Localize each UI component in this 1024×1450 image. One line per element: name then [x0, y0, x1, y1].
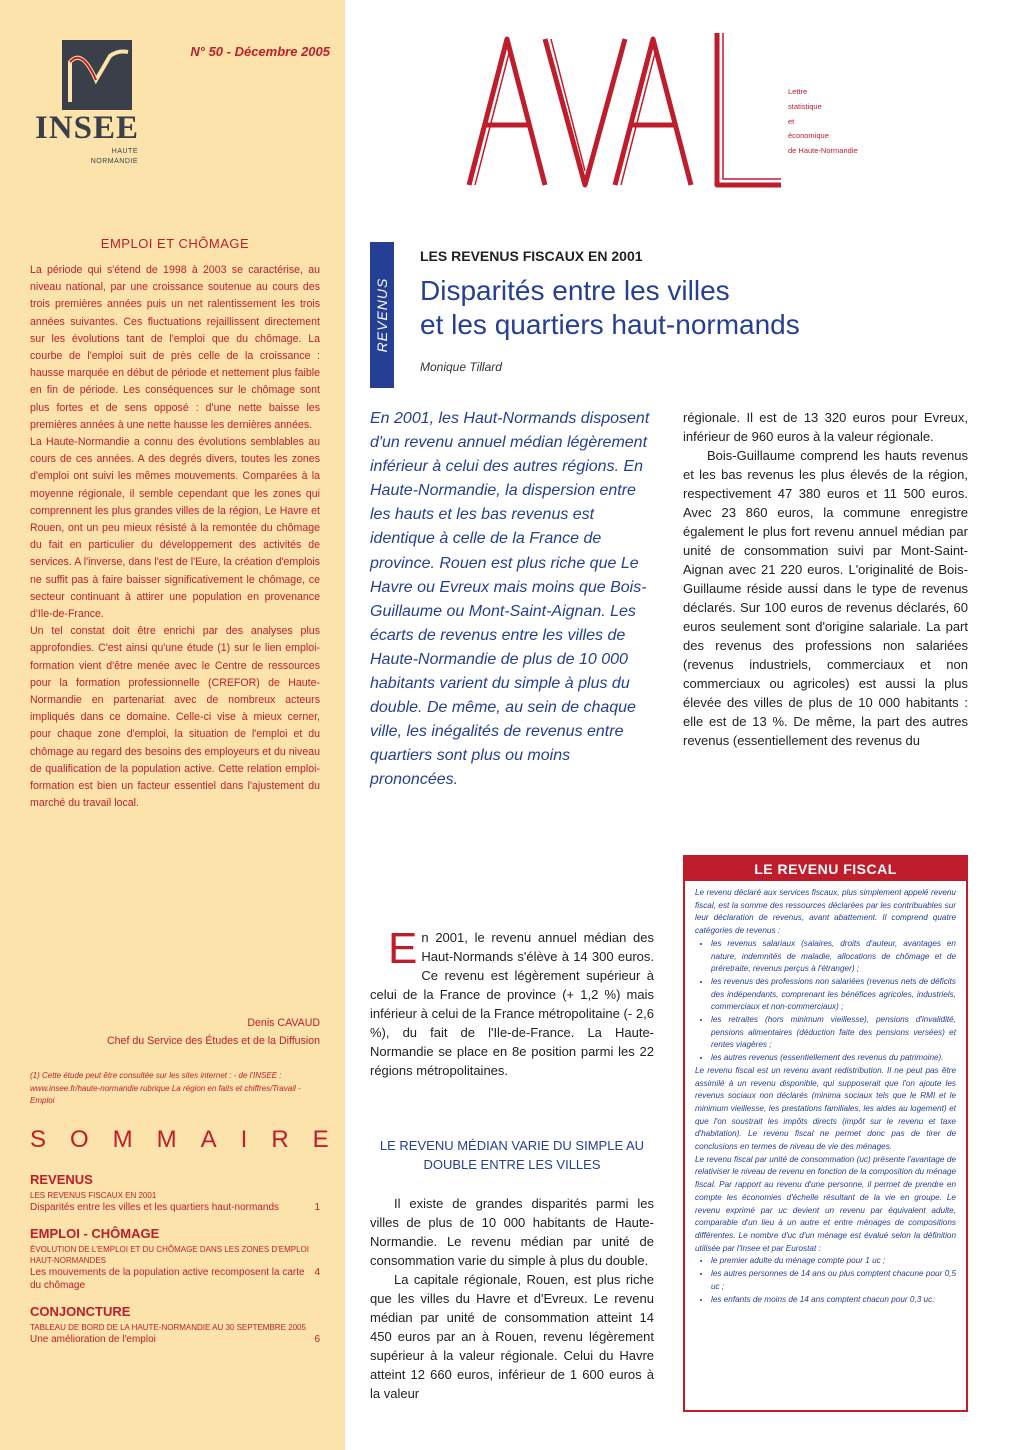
aval-masthead-logo	[465, 25, 785, 195]
box-list-item: • les autres revenus (essentiellement des revenus du patrimoine).	[711, 1052, 956, 1065]
insee-logo	[32, 40, 142, 170]
editorial-paragraph: La Haute-Normandie a connu des évolutions semblables au cours de ces années. A des degrés divers, toutes les zones d'emploi ont suivi les mêmes mouvements. Comparées à la moyenne régionale, il semble cependant que les zones qui comprennent les plus grandes villes de la région, Le Havre et Rouen, ont un peu mieux résisté à la remontée du chômage du fait en particulier du développement des activités de services. A l'inverse, dans l'est de l'Eure, la création d'emplois ne suffit pas à faire baisser significativement le chômage, ce secteur continuant à attirer une population en provenance d'Ile-de-France.	[30, 436, 320, 621]
box-paragraph: Le revenu déclaré aux services fiscaux, plus simplement appelé revenu fiscal, est la somme des ressources déclarées par les contribuables sur leur déclaration de revenus, avant abattement. Il comprend quatre catégories de revenus :	[695, 888, 956, 936]
tagline-line: économique	[788, 131, 829, 141]
tagline-line: Lettre	[788, 87, 808, 96]
article-lead: En 2001, les Haut-Normands disposent d'un revenu annuel médian légèrement inférieur à celui des autres régions. En Haute-Normandie, la dispersion entre les hauts et les bas revenus est identique à celle de la France de province. Rouen est plus riche que Le Havre ou Evreux mais moins que Bois-Guillaume ou Mont-Saint-Aignan. Les écarts de revenus entre les villes de Haute-Normandie de plus de 10 000 habitants varient du simple à plus du double. De même, au sein de chaque ville, les inégalités de revenus entre quartiers sont plus ou moins prononcées.	[370, 410, 650, 789]
toc-title-text: Une amélioration de l'emploi	[30, 1334, 156, 1345]
tagline-line: et	[788, 116, 795, 126]
article-kicker: LES REVENUS FISCAUX EN 2001	[420, 248, 643, 264]
editorial-signature	[30, 1015, 320, 1050]
article-column-2	[683, 408, 968, 750]
box-list-item: • les retraites (hors minimum vieillesse), pensions d'invalidité, pensions alimentaires (déduction faite des pensions versées) et rentes viagères ;	[711, 1014, 956, 1052]
box-list-item: • les enfants de moins de 14 ans comptent chacun pour 0,3 uc.	[711, 1294, 956, 1307]
toc-title	[30, 1201, 320, 1214]
article-author: Monique Tillard	[420, 360, 502, 374]
box-list	[695, 1255, 956, 1306]
toc-subtitle: ÉVOLUTION DE L'EMPLOI ET DU CHÔMAGE DANS LES ZONES D'EMPLOI HAUT-NORMANDES	[30, 1245, 309, 1265]
toc-entry[interactable]	[30, 1172, 320, 1214]
article-headline	[420, 274, 980, 342]
insee-sub-normandie: NORMANDIE	[90, 158, 138, 165]
box-title: LE REVENU FISCAL	[685, 857, 966, 881]
toc-title	[30, 1266, 320, 1292]
box-paragraph: Le revenu fiscal est un revenu avant redistribution. Il ne peut pas être assimilé à un revenu disponible, qui supposerait que l'on ajoute les revenus sociaux non déclarés (minima sociaux tels que le RMI et le minimum vieillesse, les prestations familiales, les aides au logement) et que l'on soustrait les impôts directs (impôt sur le revenu et taxe d'habitation). Le revenu fiscal ne permet donc pas de tirer de conclusions en termes de niveau de vie des ménages.	[695, 1065, 956, 1152]
section-tab-label: REVENUS	[374, 277, 390, 353]
toc-page: 1	[314, 1202, 320, 1213]
article-intro	[370, 924, 654, 1080]
box-paragraph: Le revenu fiscal par unité de consommation (uc) présente l'avantage de relativiser le niveau de revenu en fonction de la composition du ménage fiscal. Par rapport au revenu d'une personne, il permet de prendre en compte les économies d'échelle résultant de la vie en groupe. Le revenu exprimé par uc devient un revenu par équivalent adulte, comparable d'un lieu à un autre et entre ménages de compositions différentes. Le nombre d'uc d'un ménage est évalué selon la définition utilisée par l'Insee et par Eurostat :	[695, 1154, 956, 1253]
drop-cap: E	[388, 924, 418, 973]
box-list-item: • le premier adulte du ménage compte pour 1 uc ;	[711, 1255, 956, 1268]
table-of-contents	[30, 1172, 320, 1358]
tagline-line: de Haute-Normandie	[788, 146, 858, 156]
box-list-item: • les autres personnes de 14 ans ou plus comptent chacune pour 0,5 uc ;	[711, 1268, 956, 1293]
editorial-heading: EMPLOI ET CHÔMAGE	[100, 236, 250, 251]
issue-number: N° 50 - Décembre 2005	[190, 44, 330, 59]
toc-category: CONJONCTURE	[30, 1304, 131, 1319]
revenu-fiscal-box	[683, 855, 968, 1412]
insee-logo-mark-icon	[62, 40, 132, 110]
toc-entry[interactable]	[30, 1226, 320, 1292]
editorial-paragraph: Un tel constat doit être enrichi par des analyses plus approfondies. C'est ainsi qu'une étude (1) sur le lien emploi-formation vient d'être menée avec le Centre de ressources pour la formation professionnelle (CREFOR) de Haute-Normandie en partenariat avec de nombreux acteurs impliqués dans ce domaine. Celle-ci vise à mieux cerner, pour chaque zone d'emploi, la situation de l'emploi et du chômage au regard des besoins des employeurs et du niveau de qualification de la population active. Cette relation emploi-formation est bien un facteur essentiel dans l'ajustement du marché du travail local.	[30, 625, 320, 810]
toc-title-text: Les mouvements de la population active recomposent la carte du chômage	[30, 1267, 305, 1291]
tagline-line: statistique	[788, 101, 822, 111]
editorial-footnote: (1) Cette étude peut être consultée sur les sites internet : - de l'INSEE : www.insee.fr/haute-normandie rubrique La région en faits et chiffres/Travail - Emploi	[30, 1071, 301, 1105]
intro-text: n 2001, le revenu annuel médian des Haut-Normands s'élève à 14 300 euros. Ce revenu est légèrement supérieur à celui de la France de province (+ 1,2 %) mais inférieur à celui de la France métropolitaine (- 2,6 %), du fait de l'Ile-de-France. La Haute-Normandie se place en 8e position parmi les 22 régions métropolitaines.	[370, 930, 654, 1078]
signature-name: Denis CAVAUD	[247, 1017, 320, 1029]
toc-category: EMPLOI - CHÔMAGE	[30, 1226, 160, 1241]
masthead-tagline	[788, 85, 858, 159]
insee-wordmark: INSEE	[34, 110, 140, 146]
headline-line: Disparités entre les villes	[420, 275, 730, 306]
editorial-body	[30, 262, 320, 813]
toc-subtitle: LES REVENUS FISCAUX EN 2001	[30, 1191, 157, 1200]
body-paragraph: Bois-Guillaume comprend les hauts revenus et les bas revenus les plus élevés de la région, respectivement 47 380 euros et 11 500 euros. Avec 23 860 euros, la commune enregistre également le plus fort revenu annuel médian par unité de consommation suivi par Mont-Saint-Aignan avec 21 220 euros. L'originalité de Bois-Guillaume réside aussi dans le type de revenus déclarés. Sur 100 euros de revenus déclarés, 60 euros seulement sont d'origine salariale. La part des revenus des professions non salariées (revenus industriels, commerciaux et non commerciaux ou agricoles) est aussi la plus élevée des villes de plus de 10 000 habitants : elle est de 13 %. De même, la part des autres revenus (essentiellement des revenus du	[683, 448, 968, 748]
sommaire-title: SOMMAIRE	[30, 1126, 353, 1153]
toc-page: 6	[314, 1334, 320, 1345]
toc-title	[30, 1333, 320, 1346]
article-column-1	[370, 1194, 654, 1403]
box-list	[695, 938, 956, 1065]
toc-category: REVENUS	[30, 1172, 93, 1187]
box-list-item: • les revenus salariaux (salaires, droits d'auteur, avantages en nature, indemnités de maladie, allocations de chômage et de préretraite, revenus perçus à l'étranger) ;	[711, 938, 956, 976]
toc-title-text: Disparités entre les villes et les quartiers haut-normands	[30, 1202, 279, 1213]
body-paragraph: La capitale régionale, Rouen, est plus riche que les villes du Havre et d'Evreux. Le revenu médian par unité de consommation atteint 14 450 euros par an à Rouen, revenu légèrement supérieur à la valeur régionale. Celui du Havre atteint 12 660 euros, inférieur de 1 600 euros à la valeur	[370, 1272, 654, 1401]
body-paragraph: régionale. Il est de 13 320 euros pour Evreux, inférieur de 960 euros à la valeur régionale.	[683, 410, 968, 444]
signature-role: Chef du Service des Études et de la Diffusion	[107, 1034, 320, 1047]
insee-sub-haute: HAUTE	[111, 148, 138, 155]
section-tab	[370, 242, 394, 388]
toc-subtitle: TABLEAU DE BORD DE LA HAUTE-NORMANDIE AU 30 SEPTEMBRE 2005	[30, 1323, 306, 1332]
article-subhead: LE REVENU MÉDIAN VARIE DU SIMPLE AU DOUBLE ENTRE LES VILLES	[379, 1138, 645, 1172]
box-body	[685, 881, 966, 1312]
body-paragraph: Il existe de grandes disparités parmi les villes de plus de 10 000 habitants de Haute-Normandie. Le revenu médian par unité de consommation varie du simple à plus du double.	[370, 1196, 654, 1268]
toc-entry[interactable]	[30, 1304, 320, 1346]
editorial-paragraph: La période qui s'étend de 1998 à 2003 se caractérise, au niveau national, par une croissance soutenue au cours des trois premières années puis un net ralentissement les trois années suivantes. Ces fluctuations rejaillissent directement sur les évolutions tant de l'emploi que du chômage. La courbe de l'emploi suit de près celle de la croissance : hausse marquée en début de période et nettement plus faible en fin de période. Les conséquences sur le chômage sont plus fortes et de sens opposé : d'une nette baisse les premières années à une nette hausse les dernières années.	[30, 264, 320, 431]
headline-line: et les quartiers haut-normands	[420, 309, 800, 340]
toc-page: 4	[314, 1267, 320, 1278]
box-list-item: • les revenus des professions non salariées (revenus nets de déficits des indépendants, comprenant les bénéfices agricoles, industriels, commerciaux et non-commerciaux) ;	[711, 976, 956, 1014]
editorial-sidebar	[0, 0, 353, 1450]
